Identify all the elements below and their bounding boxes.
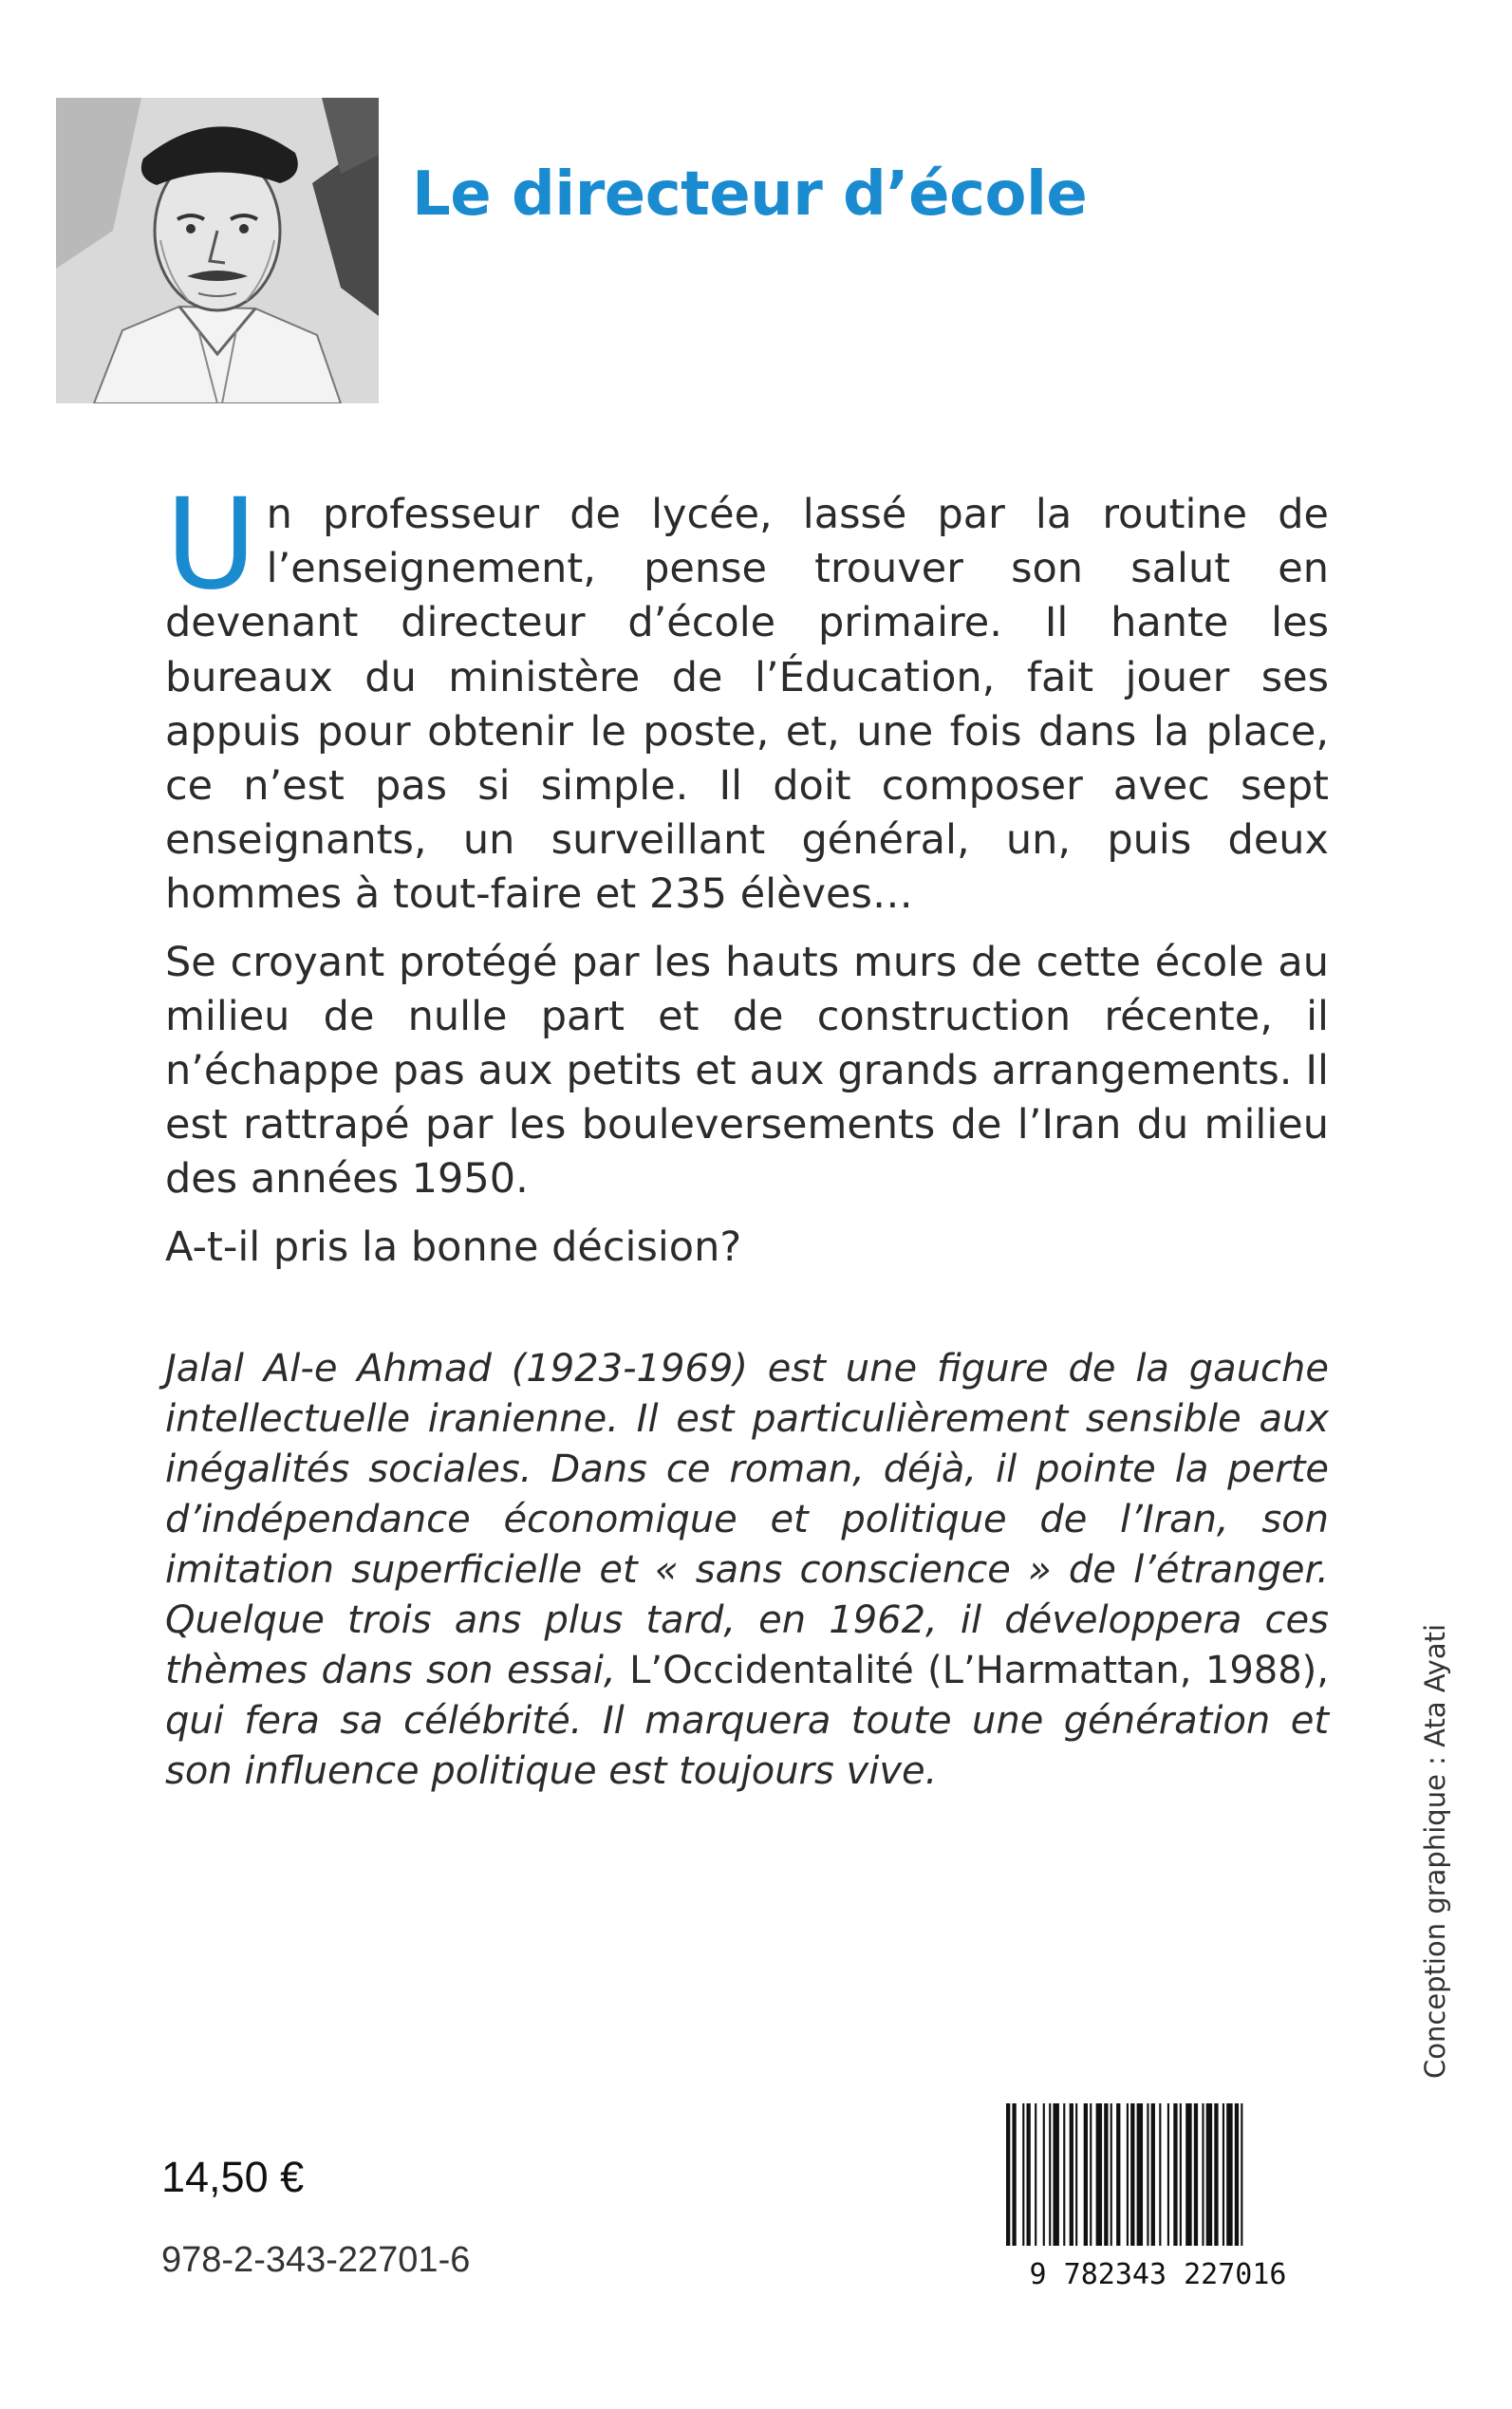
price-label: 14,50 € [161, 2153, 305, 2201]
author-bio [165, 1344, 1329, 1797]
isbn-barcode [985, 2100, 1327, 2289]
barcode-bar [1194, 2103, 1198, 2246]
summary-paragraph-1 [165, 472, 1329, 923]
barcode-bar [1235, 2103, 1239, 2246]
barcode-bar [1241, 2103, 1242, 2246]
barcode-bar [1063, 2103, 1065, 2246]
barcode-bar [1022, 2103, 1024, 2246]
summary-paragraph-3: A-t-il pris la bonne décision? [165, 1223, 742, 1271]
barcode-bar [1173, 2103, 1177, 2246]
author-name: Jalal Al-e Ahmad [165, 1347, 492, 1391]
barcode-bar [1027, 2103, 1031, 2246]
barcode-bar [1159, 2103, 1161, 2246]
barcode-bar [1084, 2103, 1088, 2246]
author-portrait-sketch [56, 98, 379, 403]
barcode-bar [1096, 2103, 1102, 2246]
barcode-bar [1180, 2103, 1182, 2246]
barcode-bar [1043, 2103, 1045, 2246]
barcode-bar [1214, 2103, 1218, 2246]
barcode-bar [1185, 2103, 1191, 2246]
barcode-bar [1111, 2103, 1112, 2246]
barcode-bar [1206, 2103, 1212, 2246]
summary-paragraph-1-text: n professeur de lycée, lassé par la routine de l’enseignement, pense trouver son salut en devenant directeur d’école primaire. Il hante les bureaux du ministère de l’Éducation, fait jouer ses appuis pour obtenir le poste, et, une fois dans la place, ce n’est pas si simple. Il doit composer avec sept enseignants, un surveillant général, un, puis deux hommes à tout-faire et 235 élèves… [165, 491, 1329, 919]
barcode-bar [1104, 2103, 1108, 2246]
author-bio-text-1: (1923-1969) est une figure de la gauche intellectuelle iranienne. Il est particulièrement sensible aux inégalités sociales. Dans ce roman, déjà, il pointe la perte d’indépendance économique et politique de l’Iran, son imitation superficielle et « sans conscience » de l’étranger. Quelque trois ans plus tard, en 1962, il développera ces thèmes dans son essai, [165, 1347, 1329, 1692]
barcode-bar [1226, 2103, 1232, 2246]
barcode-bar [1090, 2103, 1092, 2246]
barcode-bar [1137, 2103, 1143, 2246]
isbn-label: 978-2-343-22701-6 [161, 2240, 471, 2280]
referenced-work: L’Occidentalité (L’Harmattan, 1988), [629, 1649, 1329, 1692]
barcode-bar [1167, 2103, 1169, 2246]
barcode-digits: 9 782343 227016 [1029, 2258, 1287, 2289]
author-bio-text-2: qui fera sa célébrité. Il marquera toute une génération et son influence politique est toujours vive. [165, 1699, 1329, 1793]
barcode-bar [1127, 2103, 1129, 2246]
barcode-bar [1006, 2103, 1010, 2246]
design-credit: Conception graphique : Ata Ayati [1419, 1623, 1451, 2079]
barcode-bar [1053, 2103, 1058, 2246]
barcode-bar [1130, 2103, 1134, 2246]
barcode-bar [1147, 2103, 1148, 2246]
summary-paragraph-2: Se croyant protégé par les hauts murs de cette école au milieu de nulle part et de construction récente, il n’échappe pas aux petits et aux grands arrangements. Il est rattrapé par les bouleversements de l’Iran du milieu des années 1950. [165, 938, 1329, 1204]
barcode-bar [1202, 2103, 1204, 2246]
barcode-bar [1116, 2103, 1120, 2246]
book-title: Le directeur d’école [412, 159, 1088, 230]
author-portrait [56, 98, 379, 403]
drop-cap: U [165, 472, 257, 618]
book-summary [165, 472, 1329, 1288]
barcode-bar [1151, 2103, 1155, 2246]
barcode-bar [1075, 2103, 1077, 2246]
barcode-bar [1049, 2103, 1051, 2246]
barcode-bar [1012, 2103, 1016, 2246]
barcode-bar [1223, 2103, 1224, 2246]
barcode-bar [1070, 2103, 1073, 2246]
barcode-bar [1035, 2103, 1036, 2246]
